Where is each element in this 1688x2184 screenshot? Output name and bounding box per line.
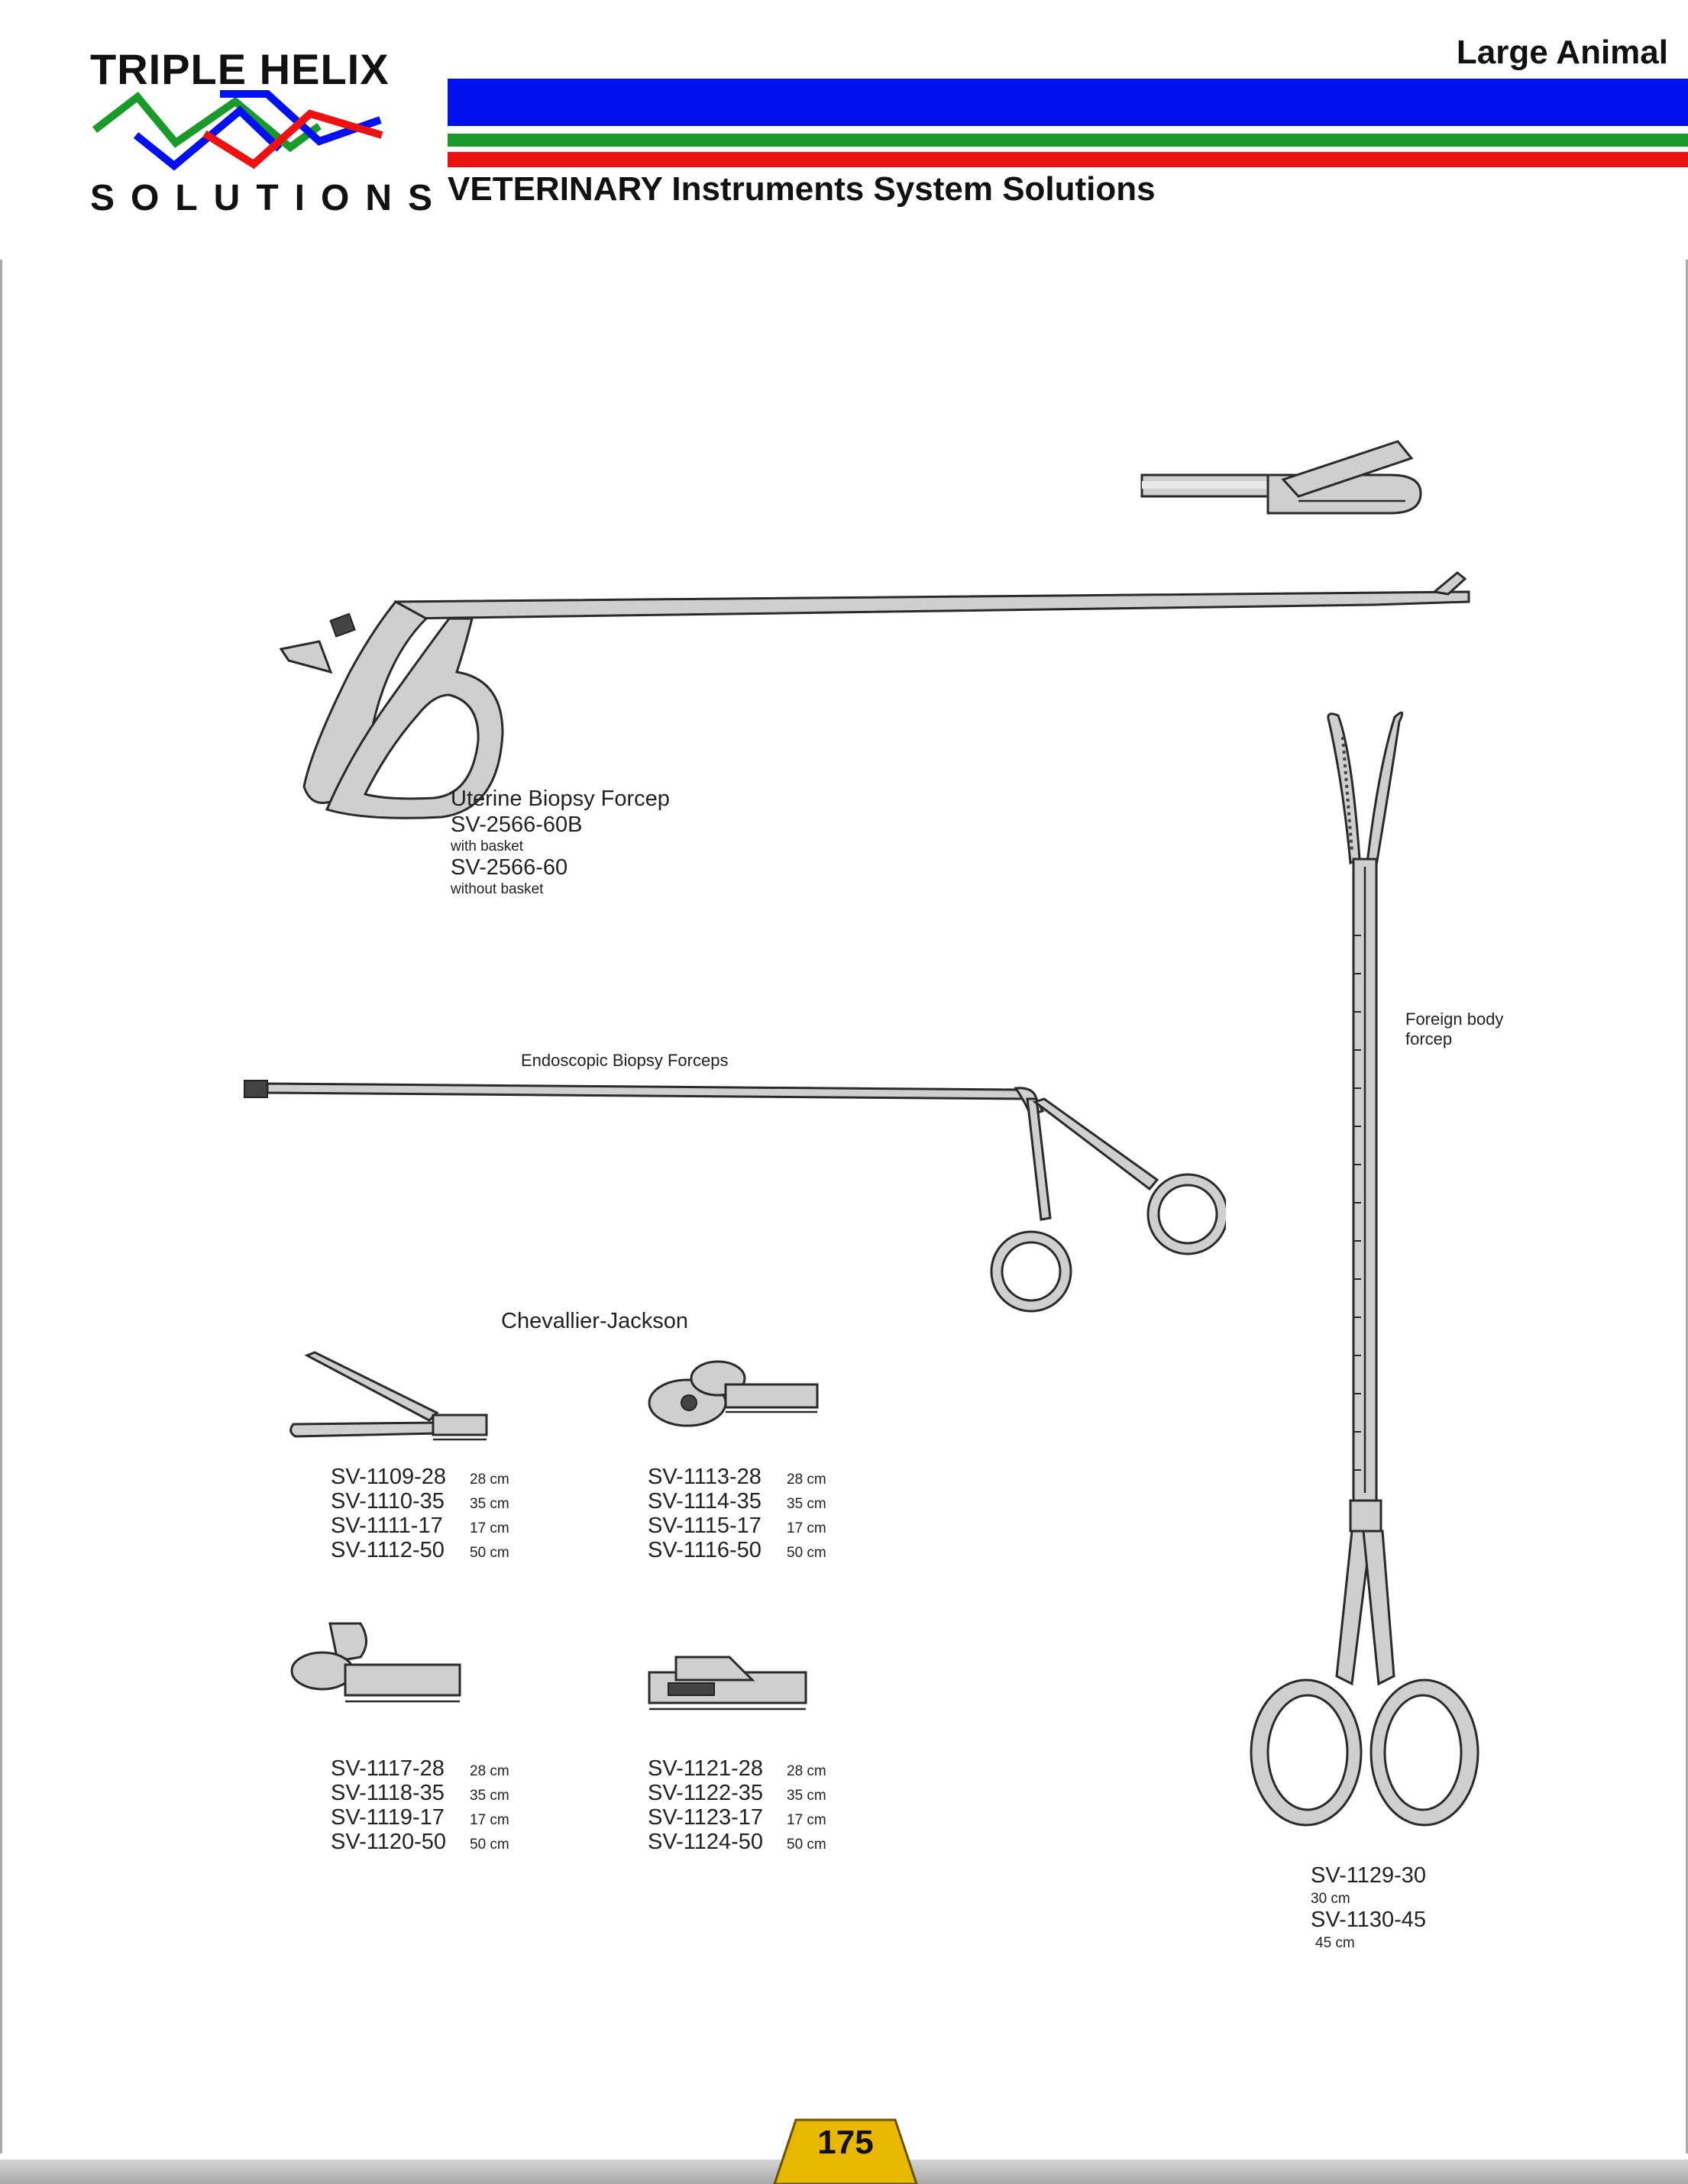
product-row — [331, 1538, 509, 1562]
foreign-body-title-line2: forcep — [1405, 1029, 1453, 1048]
chevallier-jaw-1-illustration — [284, 1348, 490, 1447]
product-length: 17 cm — [787, 1812, 826, 1828]
product-row — [331, 1830, 509, 1854]
product-code: SV-1118-35 — [331, 1781, 445, 1805]
product-code: SV-1117-28 — [331, 1756, 445, 1781]
uterine-code-without-basket: SV-2566-60 — [451, 855, 568, 880]
endoscopic-biopsy-forceps-illustration — [233, 1065, 1226, 1355]
product-length: 17 cm — [470, 1812, 509, 1828]
chevallier-jaw-3-illustration — [284, 1619, 467, 1718]
product-length: 28 cm — [787, 1472, 826, 1488]
product-code: SV-1112-50 — [331, 1538, 445, 1562]
product-code: SV-1123-17 — [648, 1805, 764, 1830]
header-bar-red — [448, 152, 1688, 167]
product-row — [331, 1465, 509, 1489]
product-length: 28 cm — [470, 1472, 509, 1488]
product-code: SV-1113-28 — [648, 1465, 762, 1489]
chevallier-title: Chevallier-Jackson — [501, 1309, 688, 1333]
product-length: 50 cm — [787, 1837, 826, 1853]
chevallier-jaw-4-illustration — [645, 1649, 813, 1718]
foreign-body-length-2: 45 cm — [1315, 1935, 1355, 1951]
product-row — [648, 1489, 826, 1514]
uterine-note-with-basket: with basket — [451, 838, 524, 855]
product-row — [331, 1781, 509, 1805]
header-tagline: VETERINARY Instruments System Solutions — [448, 170, 1156, 208]
product-row — [648, 1756, 826, 1781]
uterine-note-without-basket: without basket — [451, 881, 544, 897]
product-row — [648, 1465, 826, 1489]
product-length: 17 cm — [470, 1520, 509, 1536]
foreign-body-title-line1: Foreign body — [1405, 1010, 1504, 1029]
product-length: 50 cm — [470, 1545, 509, 1561]
foreign-body-code-1: SV-1129-30 — [1311, 1863, 1427, 1888]
helix-logo-icon — [90, 88, 388, 172]
endoscopic-title: Endoscopic Biopsy Forceps — [521, 1051, 729, 1070]
product-row — [331, 1489, 509, 1514]
product-length: 50 cm — [470, 1837, 509, 1853]
product-row — [331, 1514, 509, 1538]
product-row — [648, 1830, 826, 1854]
uterine-jaw-detail-illustration — [1138, 428, 1428, 527]
logo-text-top: TRIPLE HELIX — [90, 45, 390, 93]
product-row — [331, 1756, 509, 1781]
product-code: SV-1114-35 — [648, 1489, 762, 1514]
product-code: SV-1122-35 — [648, 1781, 764, 1805]
product-code: SV-1110-35 — [331, 1489, 445, 1514]
product-row — [648, 1805, 826, 1830]
product-length: 28 cm — [787, 1763, 826, 1779]
page-frame-left — [0, 260, 2, 2153]
product-row — [648, 1538, 826, 1562]
product-length: 50 cm — [787, 1545, 826, 1561]
product-row — [648, 1514, 826, 1538]
product-length: 35 cm — [787, 1788, 826, 1804]
product-code: SV-1109-28 — [331, 1465, 447, 1489]
product-code: SV-1115-17 — [648, 1514, 762, 1538]
product-code: SV-1111-17 — [331, 1514, 443, 1538]
product-length: 17 cm — [787, 1520, 826, 1536]
product-length: 35 cm — [470, 1788, 509, 1804]
product-row — [331, 1805, 509, 1830]
product-code: SV-1124-50 — [648, 1830, 764, 1854]
foreign-body-code-2: SV-1130-45 — [1311, 1908, 1427, 1932]
logo-text-bottom: SOLUTIONS — [90, 178, 449, 218]
uterine-code-with-basket: SV-2566-60B — [451, 813, 583, 837]
product-code: SV-1116-50 — [648, 1538, 762, 1562]
product-length: 28 cm — [470, 1763, 509, 1779]
product-code: SV-1120-50 — [331, 1830, 447, 1854]
chevallier-jaw-2-illustration — [642, 1348, 825, 1447]
foreign-body-length-1: 30 cm — [1311, 1891, 1350, 1907]
product-length: 35 cm — [787, 1496, 826, 1512]
product-code: SV-1121-28 — [648, 1756, 764, 1781]
product-group-3 — [331, 1756, 509, 1854]
product-length: 35 cm — [470, 1496, 509, 1512]
header-bar-blue — [448, 79, 1688, 126]
uterine-title: Uterine Biopsy Forcep — [451, 787, 670, 811]
product-code: SV-1119-17 — [331, 1805, 445, 1830]
page-number: 175 — [817, 2124, 874, 2161]
category-label: Large Animal — [1456, 34, 1668, 71]
product-row — [648, 1781, 826, 1805]
header-bar-green — [448, 134, 1688, 147]
product-group-2 — [648, 1465, 826, 1562]
product-group-1 — [331, 1465, 509, 1562]
product-group-4 — [648, 1756, 826, 1854]
foreign-body-forcep-illustration — [1237, 706, 1482, 1852]
